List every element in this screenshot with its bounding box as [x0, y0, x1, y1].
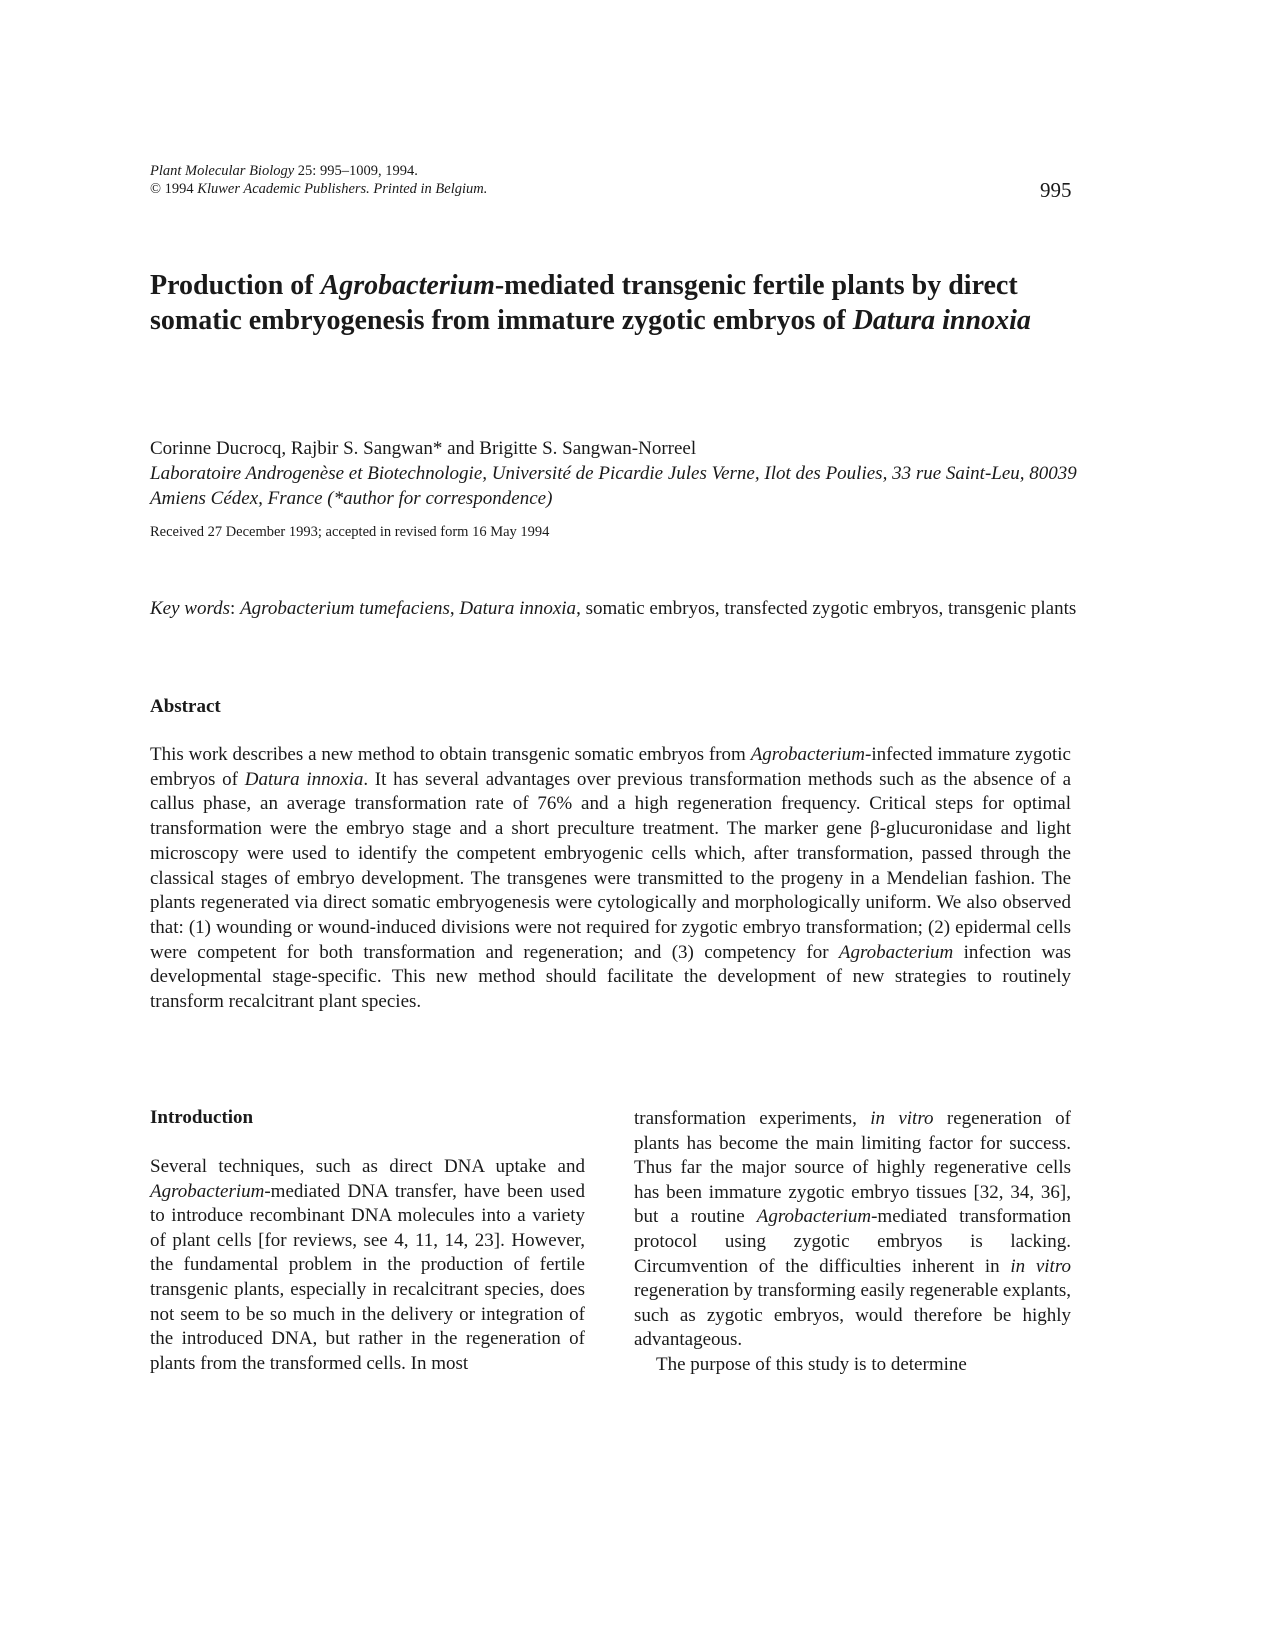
intro-left-text-1: Several techniques, such as direct DNA uptake and: [150, 1156, 585, 1177]
abstract-text-4: infection was developmental stage-specific. This new method should facilitate the development of new strategies to routinely transform recalcitrant plant species.: [150, 941, 1072, 1013]
journal-header: [150, 162, 487, 198]
abstract-italic-3: Agrobacterium: [838, 941, 954, 963]
abstract-body: [150, 743, 1071, 1015]
title-italic-1: Agrobacterium: [320, 270, 495, 301]
received-dates: Received 27 December 1993; accepted in revised form 16 May 1994: [150, 524, 550, 540]
introduction-left-column: [150, 1155, 585, 1376]
intro-right-italic-2: Agrobacterium: [756, 1206, 872, 1228]
author-block: [150, 436, 1110, 511]
intro-right-text-1: transformation experiments,: [634, 1108, 871, 1129]
title-text-1: Production of: [150, 270, 321, 301]
journal-citation: 25: 995–1009, 1994.: [297, 163, 418, 179]
title-text-2: -mediated transgenic fertile plants by direct somatic embryogenesis from immature zygotic embryos of: [150, 270, 1018, 336]
paper-title: [150, 268, 1100, 338]
abstract-text-1: This work describes a new method to obtain transgenic somatic embryos from: [150, 744, 751, 765]
keyword-1: Agrobacterium tumefaciens: [240, 598, 450, 619]
copyright-line: [150, 180, 487, 198]
intro-right-paragraph-1: [634, 1107, 1071, 1353]
intro-right-italic-3: in vitro: [1010, 1255, 1072, 1277]
introduction-heading: Introduction: [150, 1107, 254, 1128]
intro-left-text-2: -mediated DNA transfer, have been used to introduce recombinant DNA molecules into a variety of plant cells [for reviews, see 4, 11, 14, 23]. However, the fundamental problem in the production of fertile transgenic plants, especially in recalcitrant species, does not seem to be so much in the delivery or integration of the introduced DNA, but rather in the regeneration of plants from the transformed cells. In most: [150, 1180, 585, 1374]
page-number: 995: [1040, 178, 1072, 202]
intro-right-paragraph-2: The purpose of this study is to determine: [656, 1353, 967, 1375]
introduction-right-column: [634, 1107, 1071, 1378]
intro-right-text-4: regeneration by transforming easily regenerable explants, such as zygotic embryos, would therefore be highly advantageous.: [634, 1280, 1071, 1351]
publisher: Kluwer Academic Publishers. Printed in Belgium.: [197, 181, 488, 197]
keywords-rest: , somatic embryos, transfected zygotic embryos, transgenic plants: [576, 598, 1077, 619]
author-names: Corinne Ducrocq, Rajbir S. Sangwan* and Brigitte S. Sangwan-Norreel: [150, 438, 697, 459]
keywords: Key words: Agrobacterium tumefaciens, Datura innoxia, somatic embryos, transfected zygotic embryos, transgenic plants: [150, 598, 1077, 619]
keyword-2: Datura innoxia: [459, 598, 577, 619]
copyright: © 1994: [150, 181, 194, 197]
abstract-heading: Abstract: [150, 696, 221, 717]
intro-right-text-2: regeneration of plants has become the main limiting factor for success. Thus far the major source of highly regenerative cells has been immature zygotic embryo tissues [32, 34, 36], but a routine: [634, 1108, 1071, 1228]
abstract-text-2: -infected immature zygotic embryos of: [150, 744, 1071, 790]
abstract-italic-1: Agrobacterium: [750, 744, 866, 765]
affiliation: Laboratoire Androgenèse et Biotechnologie, Université de Picardie Jules Verne, Ilot des Poulies, 33 rue Saint-Leu, 80039 Amiens Cédex, France (*author for correspondence): [150, 463, 1077, 509]
journal-name: Plant Molecular Biology: [150, 163, 295, 179]
title-italic-2: Datura innoxia: [852, 305, 1031, 336]
abstract-italic-2: Datura innoxia: [244, 768, 364, 790]
journal-citation-line: [150, 162, 487, 180]
abstract-text-3: . It has several advantages over previous transformation methods such as the absence of a callus phase, an average transformation rate of 76% and a high regeneration frequency. Critical steps for optimal transformation were the embryo stage and a short preculture treatment. The marker gene β-glucuronidase and light microscopy were used to identify the competent embryogenic cells which, after transformation, passed through the classical stages of embryo development. The transgenes were transmitted to the progeny in a Mendelian fashion. The plants regenerated via direct somatic embryogenesis were cytologically and morphologically uniform. We also observed that: (1) wounding or wound-induced divisions were not required for zygotic embryo transformation; (2) epidermal cells were competent for both transformation and regeneration; and (3) competency for: [150, 768, 1072, 963]
intro-right-text-3: -mediated transformation protocol using zygotic embryos is lacking. Circumvention of the difficulties inherent in: [634, 1206, 1072, 1277]
intro-left-italic-1: Agrobacterium: [150, 1180, 265, 1202]
intro-right-italic-1: in vitro: [870, 1108, 934, 1129]
keywords-label: Key words: [150, 598, 231, 619]
